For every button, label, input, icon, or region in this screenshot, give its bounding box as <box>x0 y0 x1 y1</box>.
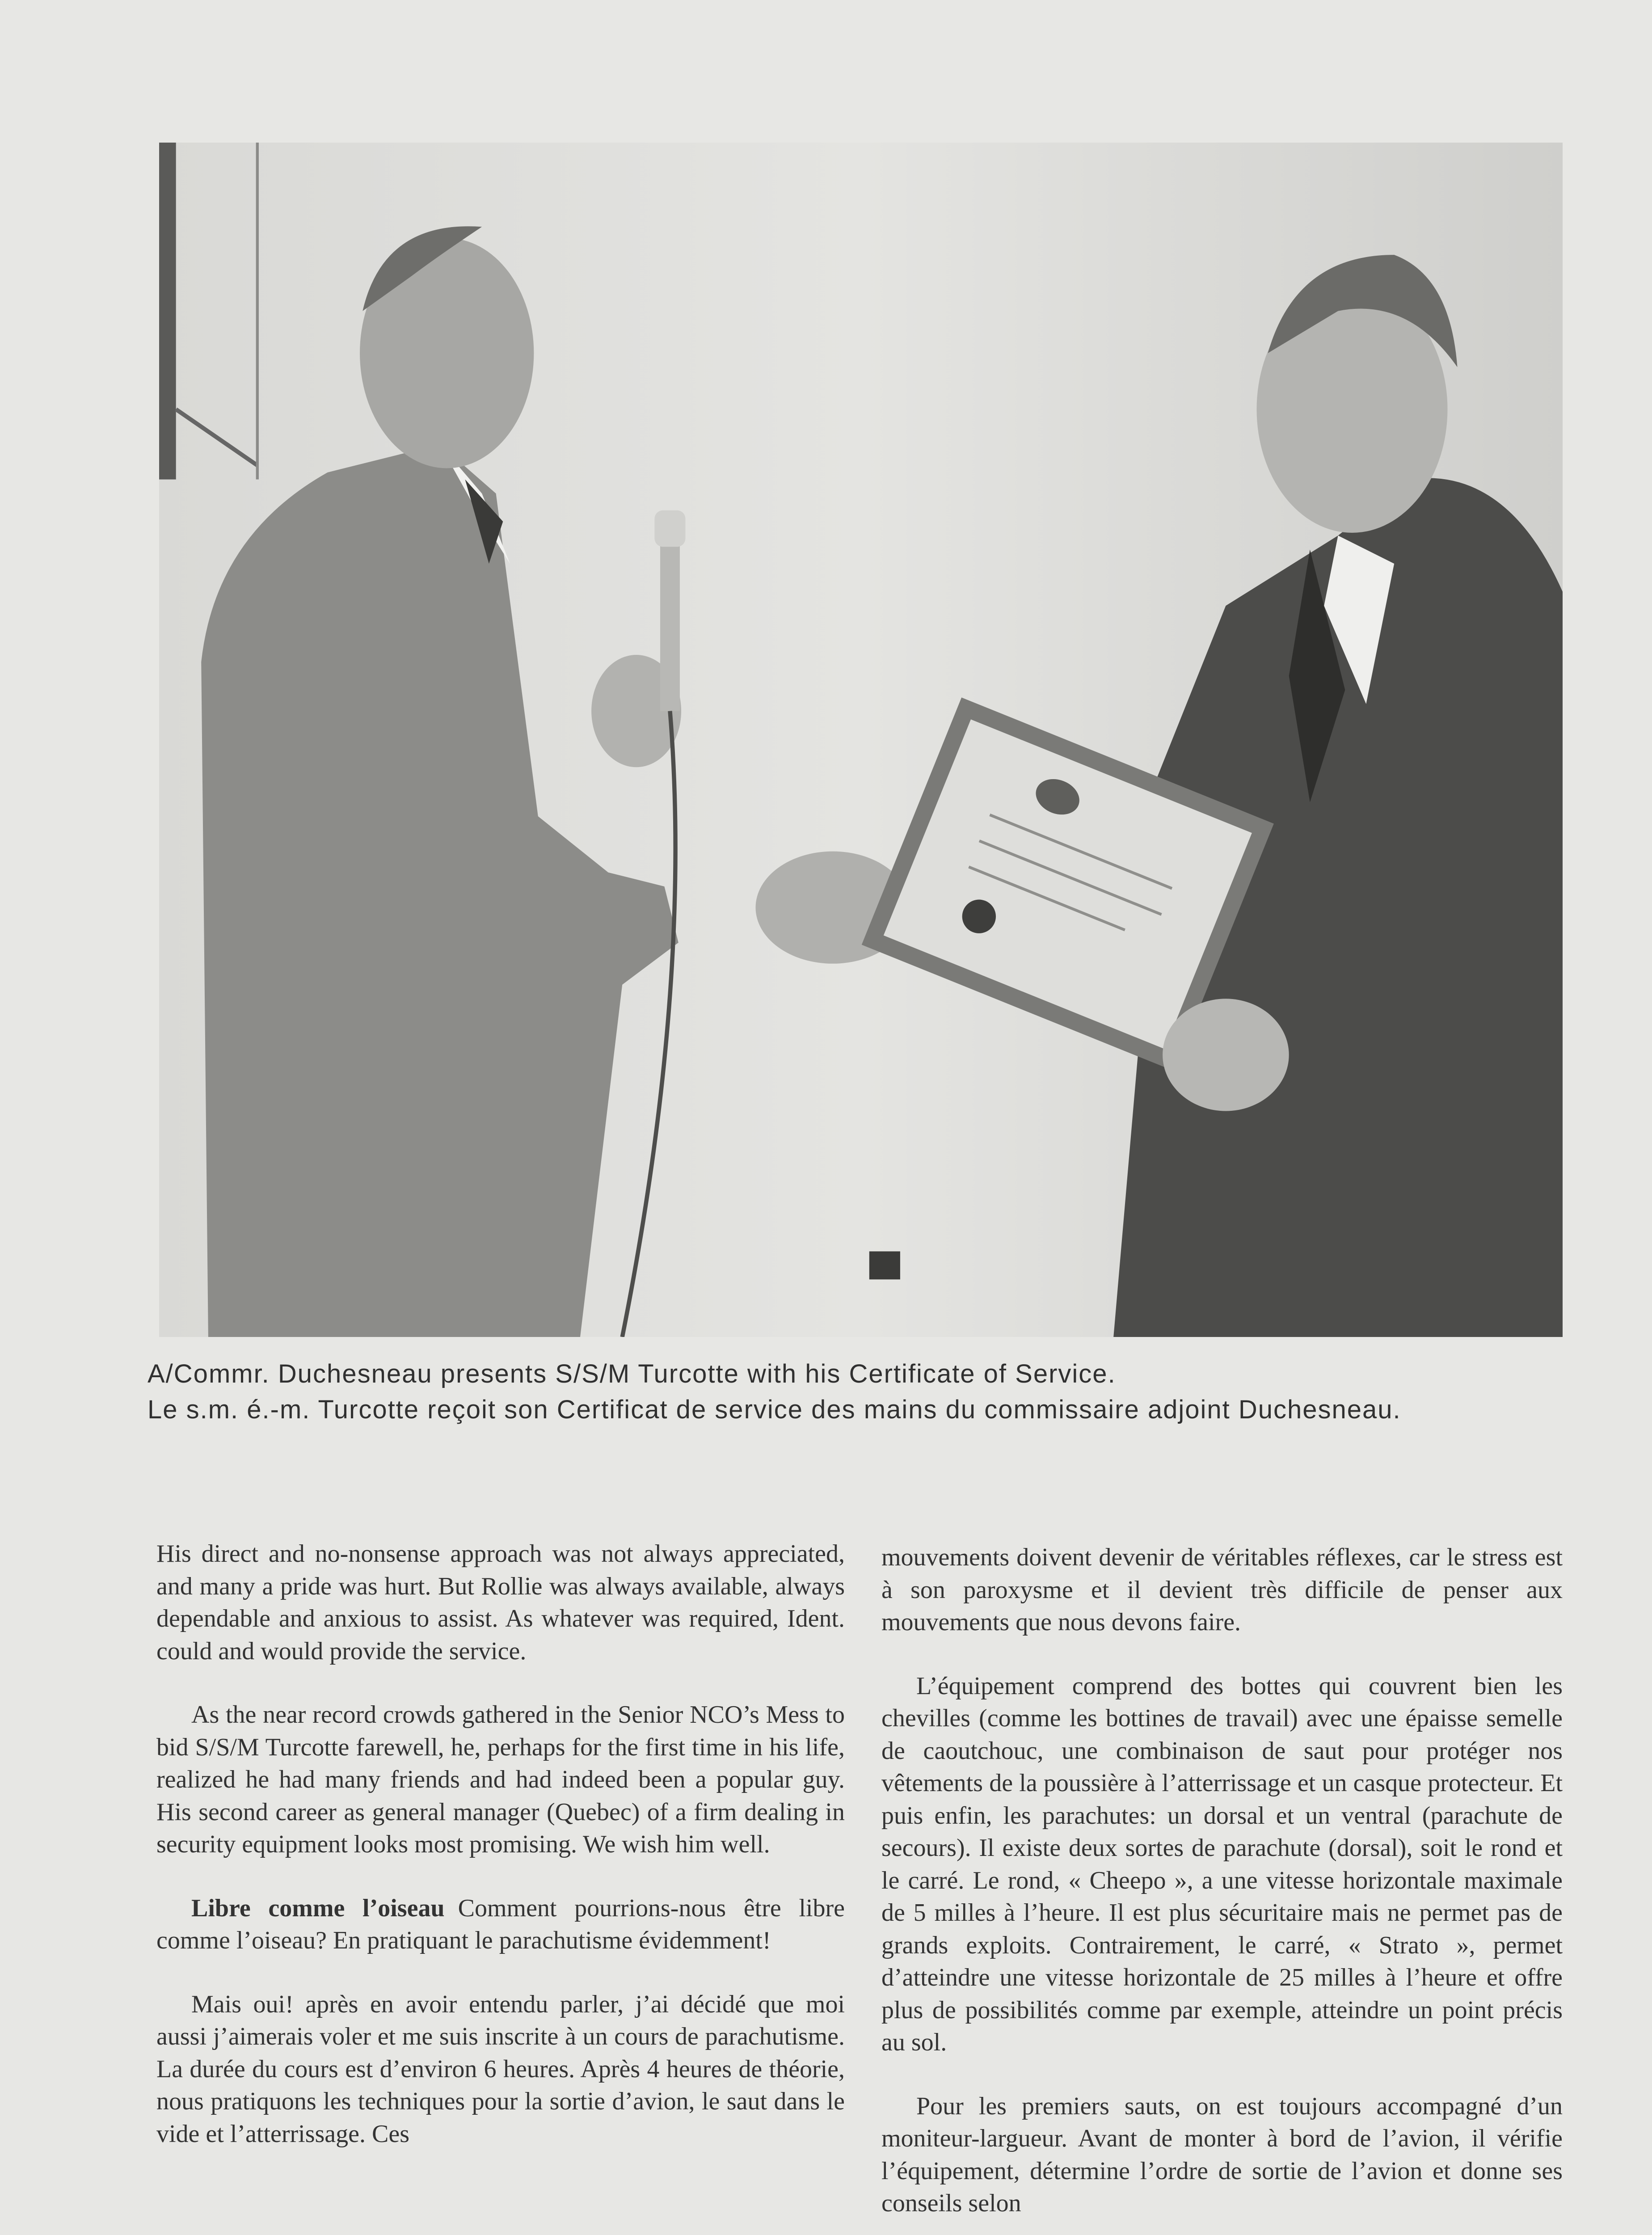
right-column <box>881 1541 1563 2235</box>
paragraph: Pour les premiers sauts, on est toujours accompagné d’un moniteur-largueur. Avant de monter à bord de l’avion, il vérifie l’équipement, détermine l’ordre de sortie de l’avion et donne ses conseils selon <box>881 2092 1563 2217</box>
paragraph: L’équipement comprend des bottes qui couvrent bien les chevilles (comme les bottines de travail) avec une épaisse semelle de caoutchouc, une combinaison de saut pour protéger nos vêtements de la poussière à l’atterrissage et un casque protecteur. Et puis enfin, les parachutes: un dorsal et un ventral (parachute de secours). Il existe deux sortes de parachute (dorsal), soit le rond et le carré. Le rond, « Cheepo », a une vitesse horizontale maximale de 5 milles à l’heure. Il est plus sécuritaire mais ne permet pas de grands exploits. Contrairement, le carré, « Strato », permet d’atteindre une vitesse horizontale de 25 milles à l’heure et offre plus de possibilités comme par exemple, atteindre un point précis au sol. <box>881 1672 1563 2056</box>
left-column <box>156 1538 845 2181</box>
section-heading: Libre comme l’oiseau <box>191 1894 445 1922</box>
paragraph: As the near record crowds gathered in the Senior NCO’s Mess to bid S/S/M Turcotte farewell, he, perhaps for the first time in his life, realized he had many friends and had indeed been a popular guy. His second career as general manager (Quebec) of a firm dealing in security equipment looks most promising. We wish him well. <box>156 1701 845 1858</box>
section-paragraph <box>156 1892 845 1957</box>
photograph <box>159 143 1563 1337</box>
paragraph-text: Comment pourrions-nous être libre comme l’oiseau? En pratiquant le parachutisme évidemment! <box>156 1894 845 1954</box>
paragraph: Mais oui! après en avoir entendu parler, j’ai décidé que moi aussi j’aimerais voler et me suis inscrite à un cours de parachutisme. La durée du cours est d’environ 6 heures. Après 4 heures de théorie, nous pratiquons les techniques pour la sortie d’avion, le saut dans le vide et l’atterrissage. Ces <box>156 1990 845 2148</box>
photo-caption-french: Le s.m. é.-m. Turcotte reçoit son Certificat de service des mains du commissaire adjoint Duchesneau. <box>148 1395 1401 1424</box>
photo-illustration <box>159 143 1563 1337</box>
paragraph: mouvements doivent devenir de véritables réflexes, car le stress est à son paroxysme et il devient très difficile de penser aux mouvements que nous devons faire. <box>881 1543 1563 1636</box>
photo-caption-english: A/Commr. Duchesneau presents S/S/M Turcotte with his Certificate of Service. <box>148 1359 1116 1388</box>
paragraph: His direct and no-nonsense approach was not always appreciated, and many a pride was hurt. But Rollie was always available, always dependable and anxious to assist. As whatever was required, Ident. could and would provide the service. <box>156 1540 845 1665</box>
